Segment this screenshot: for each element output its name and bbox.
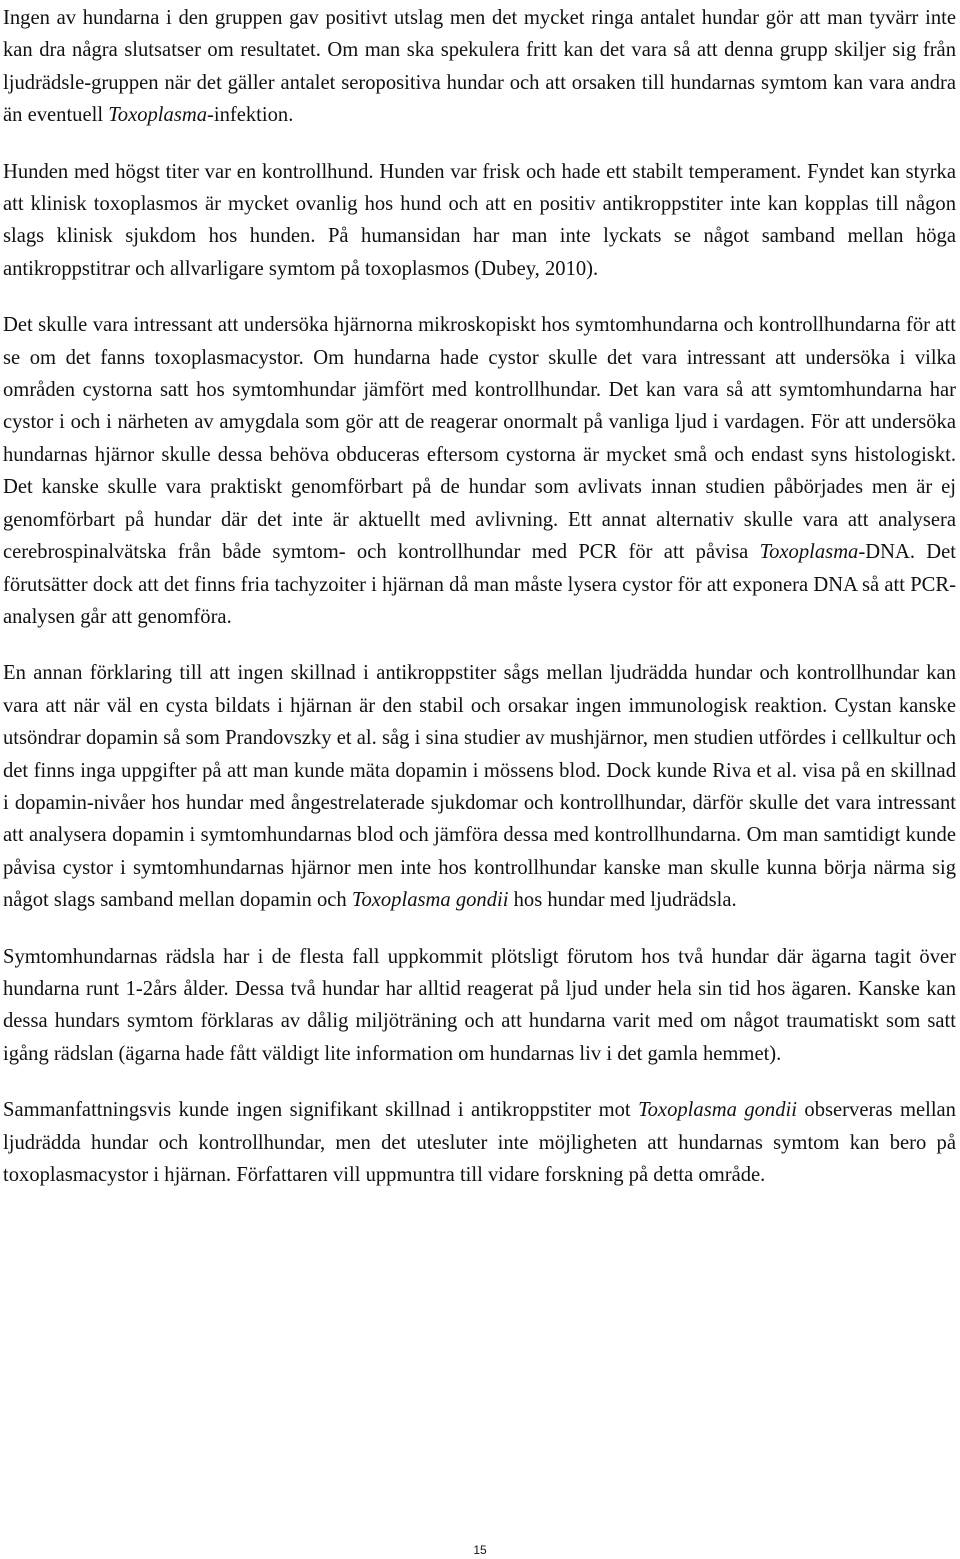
- paragraph-inconclusive-group: [3, 2, 956, 132]
- paragraph-text: En annan förklaring till att ingen skillnad i antikroppstiter sågs mellan ljudrädda hundar och kontrollhundar kan vara att när väl en cysta bildats i hjärnan är den stabil och orsakar ingen immunologisk reaktion. Cystan kanske utsöndrar dopamin så som Prandovszky et al. såg i sina studier av mushjärnor, men studien utfördes i cellkultur och det finns inga uppgifter på att man kunde mäta dopamin i mössens blod. Dock kunde Riva et al. visa på en skillnad i dopamin-nivåer hos hundar med ångestrelaterade sjukdomar och kontrollhundar, därför skulle det vara intressant att analysera dopamin i symtomhundarnas blod och jämföra dessa med kontrollhundarna. Om man samtidigt kunde påvisa cystor i symtomhundarnas hjärnor men inte hos kontrollhundar kanske man skulle kunna börja närma sig något slags samband mellan dopamin och: [3, 662, 956, 912]
- paragraph-text: hos hundar med ljudrädsla.: [508, 889, 737, 912]
- italic-term-toxoplasma: Toxoplasma: [108, 104, 208, 127]
- paragraph-text: Ingen av hundarna i den gruppen gav positivt utslag men det mycket ringa antalet hundar gör att man tyvärr inte kan dra några slutsatser om resultatet. Om man ska spekulera fritt kan det vara så att denna grupp skiljer sig från ljudrädsle-gruppen när det gäller antalet seropositiva hundar och att orsaken till hundarnas symtom kan vara andra än eventuell: [3, 7, 956, 127]
- document-body: [3, 2, 956, 1191]
- paragraph-text: Hunden med högst titer var en kontrollhund. Hunden var frisk och hade ett stabilt temperament. Fyndet kan styrka att klinisk toxoplasmos är mycket ovanlig hos hund och att en positiv antikroppstiter inte kan kopplas till någon slags klinisk sjukdom hos hunden. På humansidan har man inte lyckats se något samband mellan höga antikroppstitrar och allvarligare symtom på toxoplasmos (Dubey, 2010).: [3, 160, 956, 280]
- paragraph-highest-titer: [3, 156, 956, 286]
- page-number: 15: [473, 1543, 487, 1557]
- paragraph-text: -infektion.: [207, 104, 294, 127]
- paragraph-summary: [3, 1094, 956, 1191]
- paragraph-text: -DNA. Det förutsätter dock att det finns fria tachyzoiter i hjärnan då man måste lysera cystor för att exponera DNA så att PCR-analysen går att genomföra.: [3, 541, 956, 628]
- italic-term-toxoplasma-gondii: Toxoplasma gondii: [638, 1099, 797, 1122]
- paragraph-fear-onset: [3, 941, 956, 1071]
- paragraph-text: Sammanfattningsvis kunde ingen signifikant skillnad i antikroppstiter mot: [3, 1099, 639, 1122]
- paragraph-text: observeras mellan ljudrädda hundar och kontrollhundar, men det utesluter inte möjligheten att hundarnas symtom kan bero på toxoplasmacystor i hjärnan. Författaren vill uppmuntra till vidare forskning på detta område.: [3, 1099, 956, 1186]
- paragraph-dopamine: [3, 657, 956, 916]
- paragraph-microscopy: [3, 309, 956, 633]
- italic-term-toxoplasma: Toxoplasma: [759, 541, 859, 564]
- italic-term-toxoplasma-gondii: Toxoplasma gondii: [351, 889, 509, 912]
- paragraph-text: Det skulle vara intressant att undersöka hjärnorna mikroskopiskt hos symtomhundarna och kontrollhundarna för att se om det fanns toxoplasmacystor. Om hundarna hade cystor skulle det vara intressant att undersöka i vilka områden cystorna satt hos symtomhundar jämfört med kontrollhundar. Det kan vara så att symtomhundarna har cystor i och i närheten av amygdala som gör att de reagerar onormalt på vanliga ljud i vardagen. För att undersöka hundarnas hjärnor skulle dessa behöva obduceras eftersom cystorna är mycket små och endast syns histologiskt. Det kanske skulle vara praktiskt genomförbart på de hundar som avlivats innan studien påbörjades men är ej genomförbart på hundar där det inte är aktuellt med avlivning. Ett annat alternativ skulle vara att analysera cerebrospinalvätska från både symtom- och kontrollhundar med PCR för att påvisa: [3, 314, 956, 564]
- paragraph-text: Symtomhundarnas rädsla har i de flesta fall uppkommit plötsligt förutom hos två hundar där ägarna tagit över hundarna runt 1-2års ålder. Dessa två hundar har alltid reagerat på ljud under hela sin tid hos ägaren. Kanske kan dessa hundars symtom förklaras av dålig miljöträning och att hundarna varit med om något traumatiskt som satt igång rädslan (ägarna hade fått väldigt lite information om hundarnas liv i det gamla hemmet).: [3, 945, 956, 1065]
